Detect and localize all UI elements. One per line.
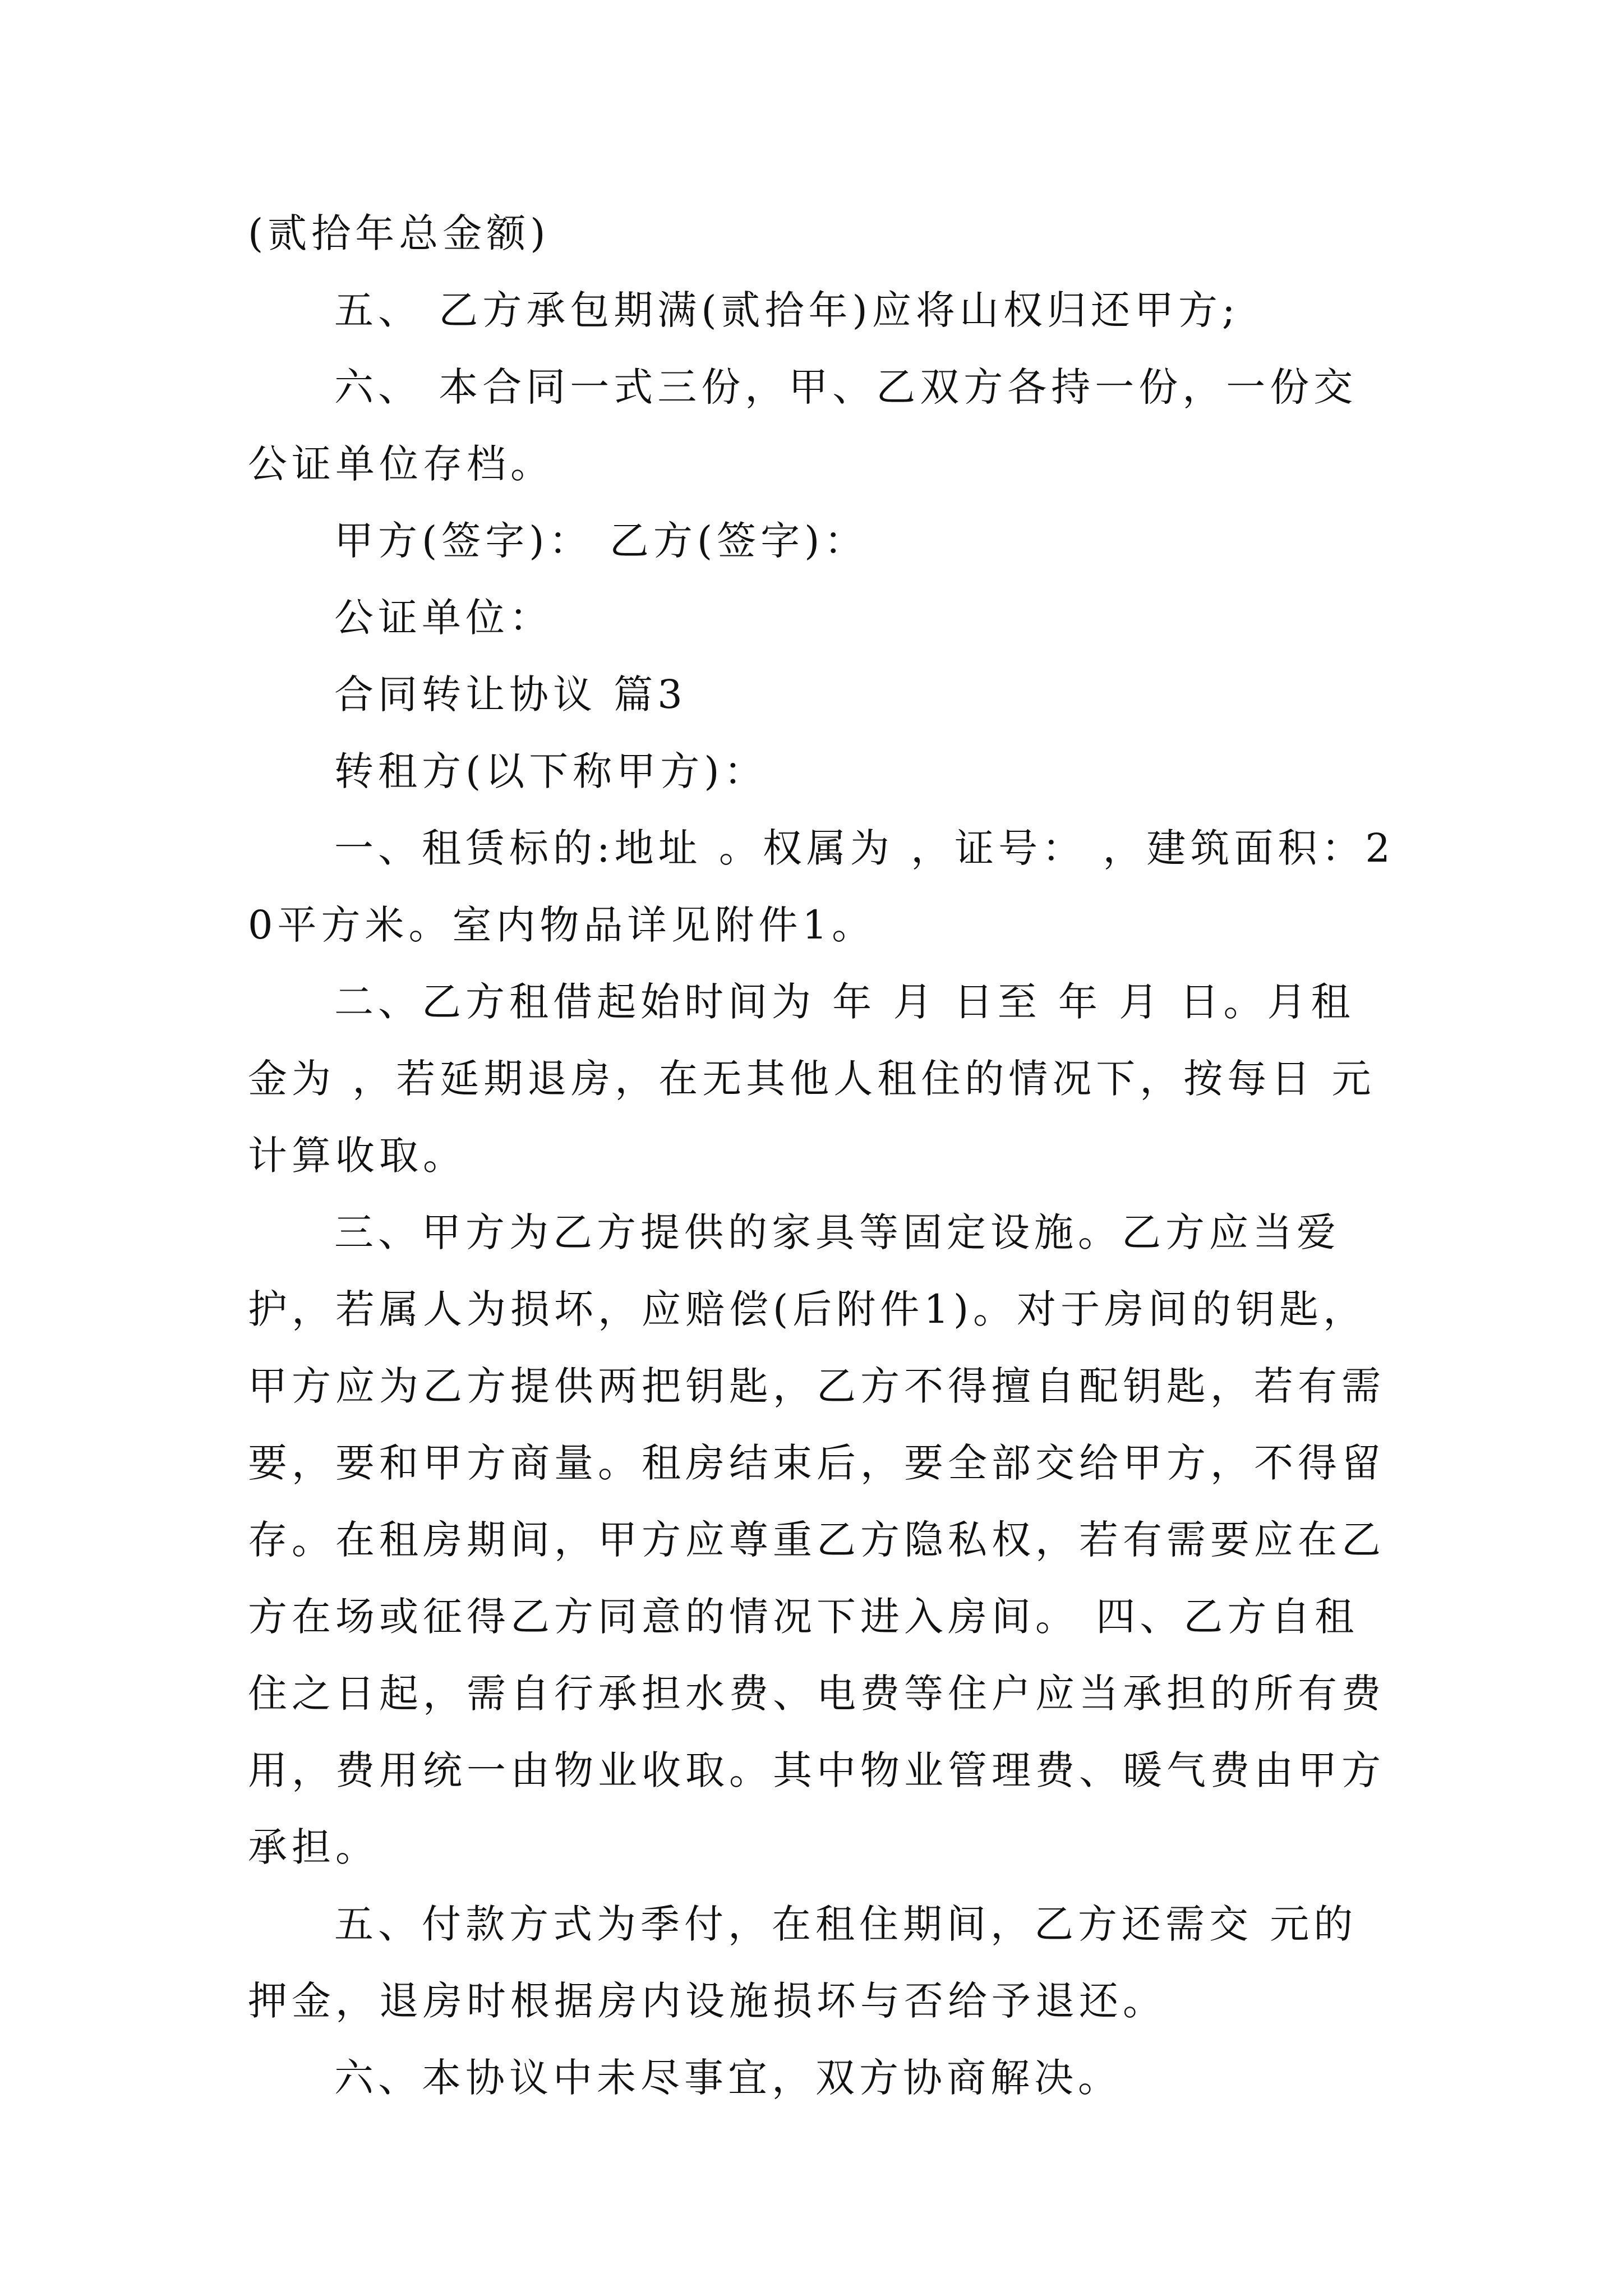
- paragraph-lease-subject: 一、租赁标的:地址 。权属为 ，证号： ，建筑面积：20平方米。室内物品详见附件1。: [248, 825, 1395, 948]
- paragraph-notary: 公证单位：: [334, 595, 553, 641]
- document-body: [248, 195, 1398, 2116]
- paragraph-clause-6-copies: 六、 本合同一式三份，甲、乙双方各持一份，一份交公证单位存档。: [248, 364, 1358, 487]
- paragraph-lease-term: 二、乙方租借起始时间为 年 月 日至 年 月 日。月租金为 ，若延期退房，在无其他人租住的情况下，按每日 元计算收取。: [248, 979, 1376, 1179]
- paragraph-total-amount: (贰拾年总金额): [248, 210, 550, 256]
- paragraph-signatures: 甲方(签字)： 乙方(签字)：: [334, 518, 868, 564]
- section-heading: 合同转让协议 篇3: [334, 671, 687, 717]
- paragraph-payment: 五、付款方式为季付，在租住期间，乙方还需交 元的押金，退房时根据房内设施损坏与否给予退还。: [248, 1901, 1358, 2024]
- paragraph-facilities: 三、甲方为乙方提供的家具等固定设施。乙方应当爱护，若属人为损坏，应赔偿(后附件1)。对于房间的钥匙，甲方应为乙方提供两把钥匙，乙方不得擅自配钥匙，若有需要，要和甲方商量。租房结束后，要全部交给甲方，不得留存。在租房期间，甲方应尊重乙方隐私权，若有需要应在乙方在场或征得乙方同意的情况下进入房间。 四、乙方自租住之日起，需自行承担水费、电费等住户应当承担的所有费用，费用统一由物业收取。其中物业管理费、暖气费由甲方承担。: [248, 1209, 1385, 1870]
- paragraph-clause-5-return: 五、 乙方承包期满(贰拾年)应将山权归还甲方;: [334, 287, 1240, 333]
- paragraph-unresolved: 六、本协议中未尽事宜，双方协商解决。: [334, 2055, 1122, 2101]
- paragraph-sublessor: 转租方(以下称甲方)：: [334, 748, 768, 794]
